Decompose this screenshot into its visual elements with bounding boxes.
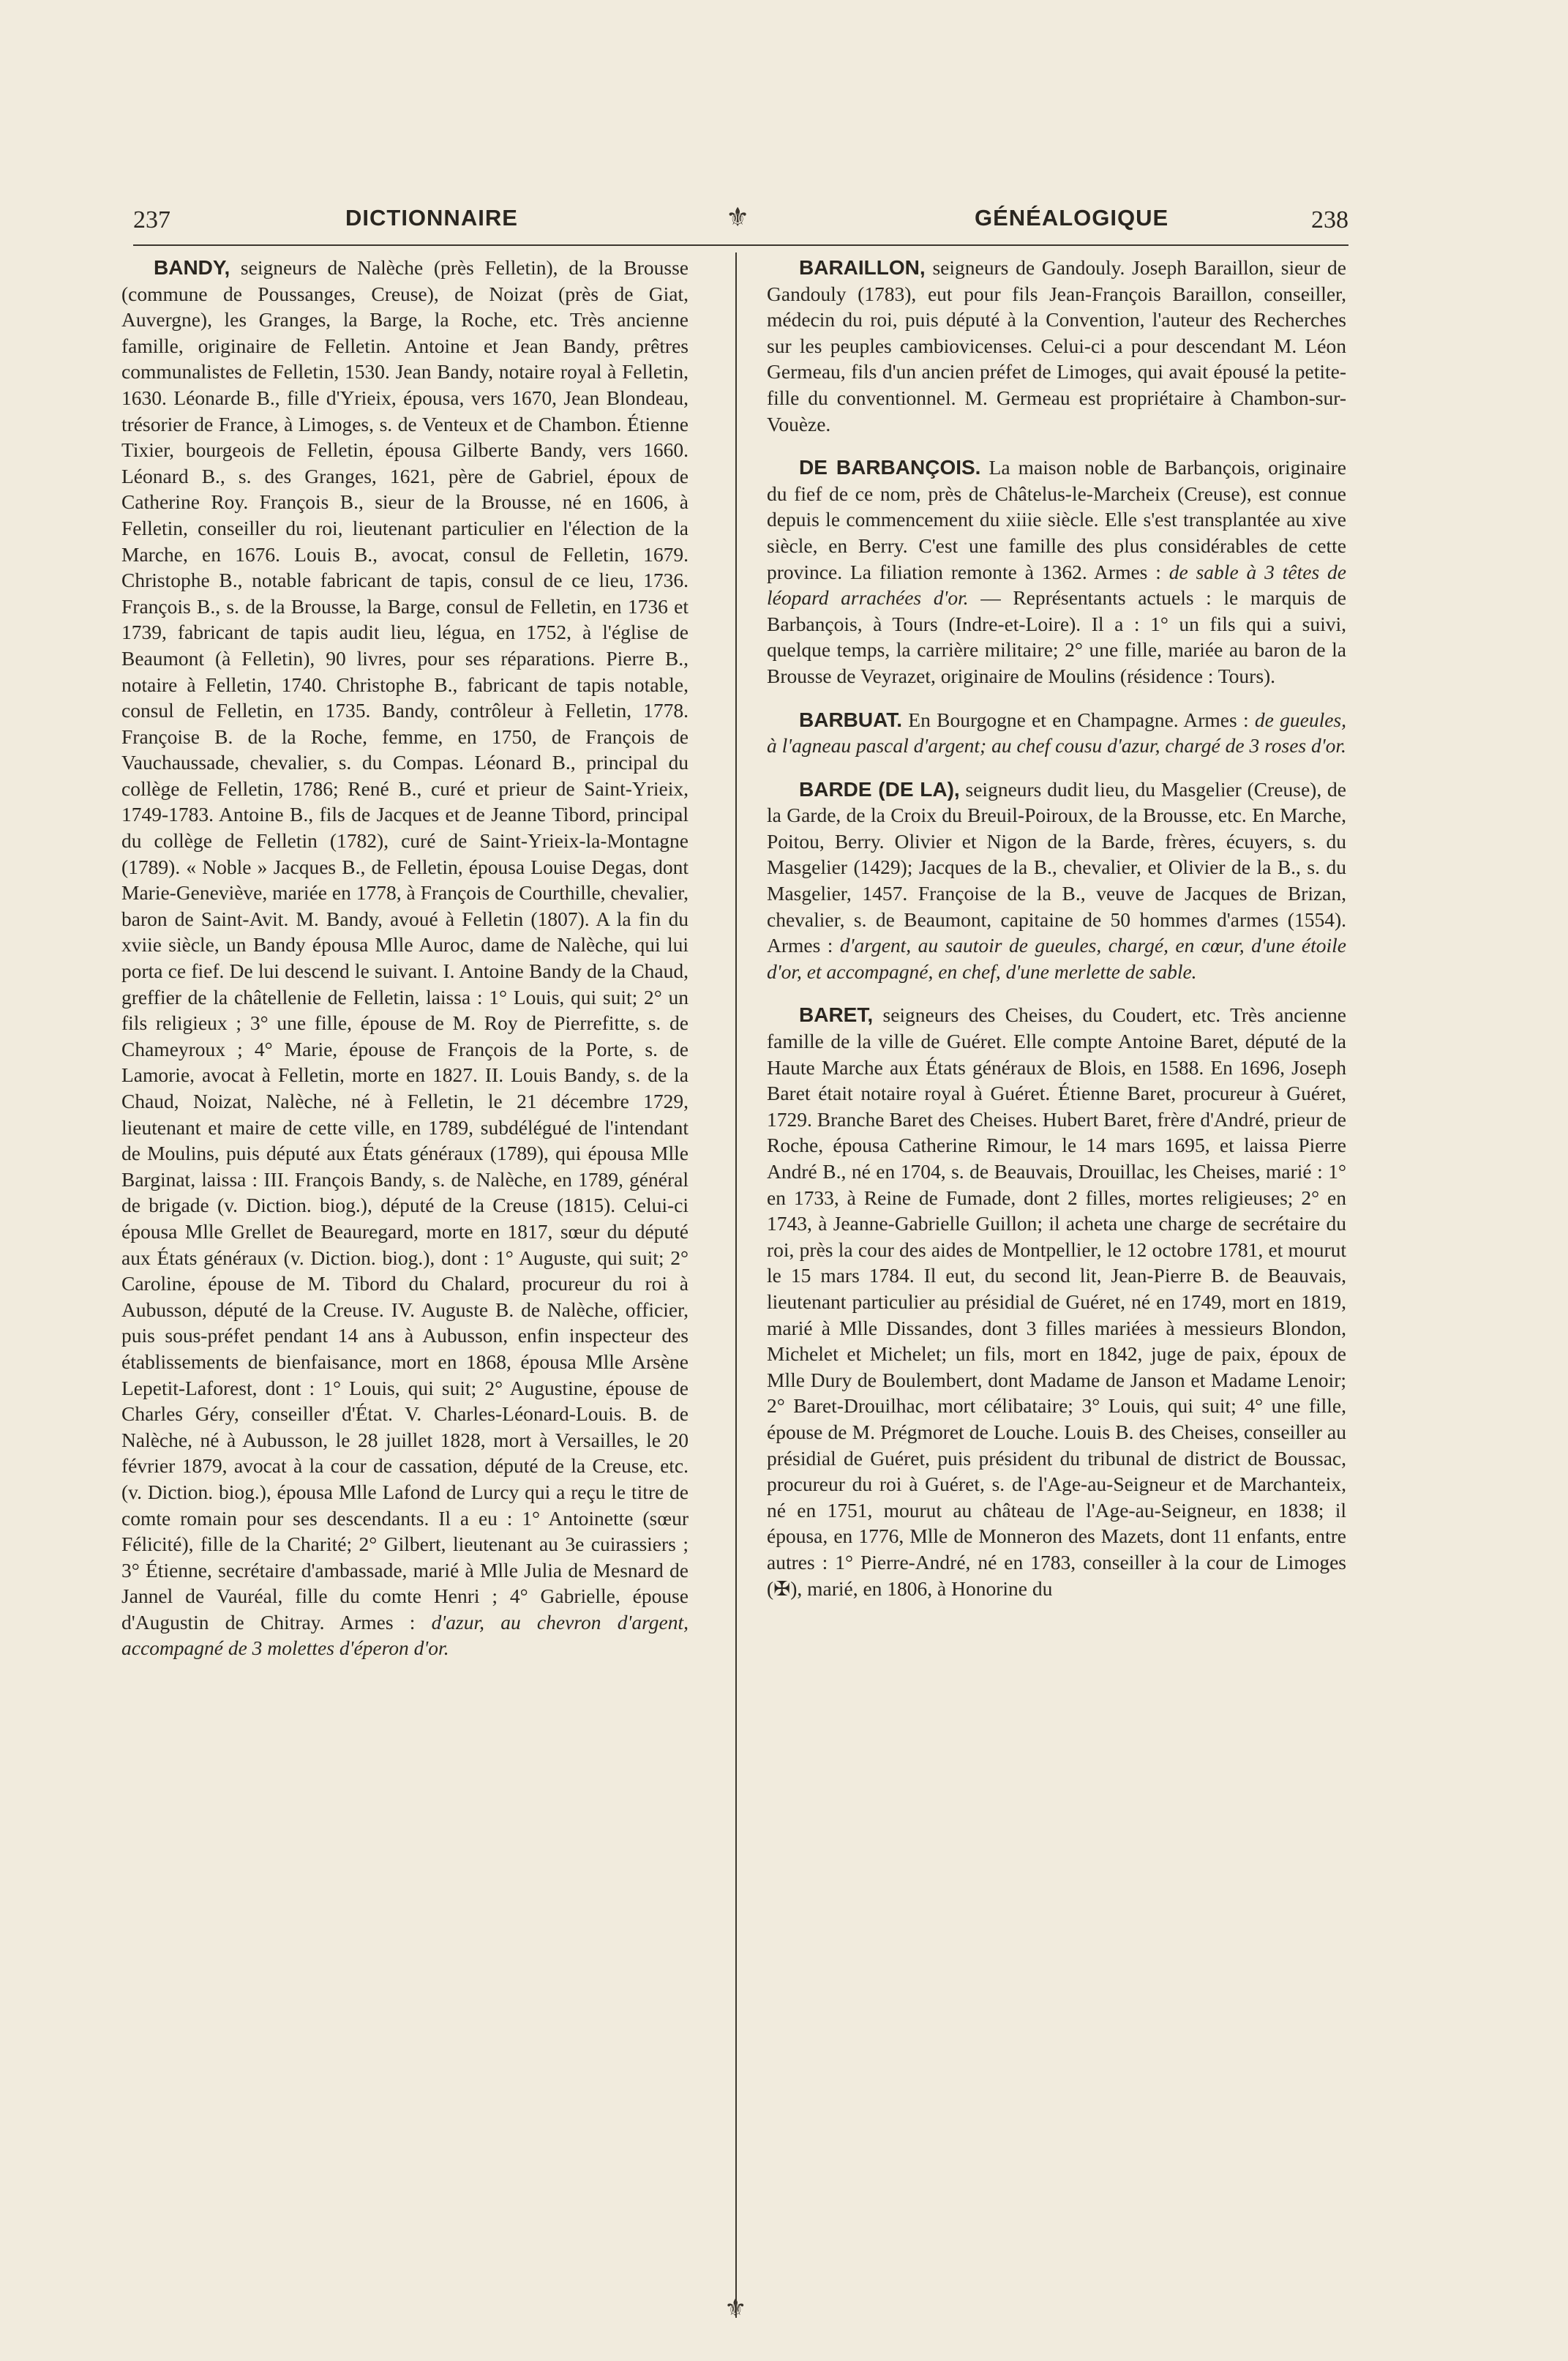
entry-text: seigneurs dudit lieu, du Masgelier (Creuse), de la Garde, de la Croix du Breuil-Poiroux, de la Brousse, etc. En Marche, Poitou, Berry. Olivier et Nigon de la Barde, frères, écuyers, s. du Masgelier (1429); Jacques de la B., chevalier, et Olivier de la B., s. du Masgelier, 1457. Françoise de la B., veuve de Jacques de Brizan, chevalier, s. de Beaumont, capitaine de 50 hommes d'armes (1554). Armes :	[767, 777, 1346, 957]
entry-bandy	[121, 255, 689, 1661]
right-column	[767, 255, 1346, 2319]
entry-name: BARAILLON,	[799, 256, 926, 279]
entry-name: BARDE (DE LA),	[799, 777, 960, 801]
page-number-right: 238	[1311, 206, 1348, 233]
header-rule	[133, 244, 1348, 246]
entry-barbuat	[767, 707, 1346, 759]
entry-arms: d'azur, au chevron d'argent, accompagné de 3 molettes d'éperon d'or.	[121, 1610, 689, 1660]
entry-text: seigneurs de Nalèche (près Felletin), de la Brousse (commune de Poussanges, Creuse), de Noizat (près de Giat, Auvergne), les Granges, la Barge, la Roche, etc. Très ancienne famille, originaire de Felletin. Antoine et Jean Bandy, prêtres communalistes de Felletin, 1530. Jean Bandy, notaire royal à Felletin, 1630. Léonarde B., fille d'Yrieix, épousa, vers 1670, Jean Blondeau, trésorier de France, à Limoges, s. de Venteux et de Chambon. Étienne Tixier, bourgeois de Felletin, épousa Gilberte Bandy, vers 1660. Léonard B., s. des Granges, 1621, père de Gabriel, époux de Catherine Roy. François B., sieur de la Brousse, né en 1606, à Felletin, conseiller du roi, lieutenant particulier en l'élection de la Marche, en 1676. Louis B., avocat, consul de Felletin, 1679. Christophe B., notable fabricant de tapis, consul de ce lieu, 1736. François B., s. de la Brousse, la Barge, consul de Felletin, en 1736 et 1739, fabricant de tapis audit lieu, légua, en 1752, à l'église de Beaumont (à Felletin), 90 livres, pour ses réparations. Pierre B., notaire à Felletin, 1740. Christophe B., fabricant de tapis notable, consul de Felletin, en 1735. Bandy, contrôleur à Felletin, 1778. Françoise B. de la Roche, femme, en 1750, de François de Vauchaussade, chevalier, s. du Compas. Léonard B., principal du collège de Felletin, 1786; René B., curé et prieur de Saint-Yrieix, 1749-1783. Antoine B., fils de Jacques et de Jeanne Tibord, principal du collège de Felletin (1782), curé de Saint-Yrieix-la-Montagne (1789). « Noble » Jacques B., de Felletin, épousa Louise Degas, dont Marie-Geneviève, mariée en 1778, à François de Courthille, chevalier, baron de Saint-Avit. M. Bandy, avoué à Felletin (1807). A la fin du xviie siècle, un Bandy épousa Mlle Auroc, dame de Nalèche, qui lui porta ce fief. De lui descend le suivant. I. Antoine Bandy de la Chaud, greffier de la châtellenie de Felletin, laissa : 1° Louis, qui suit; 2° un fils religieux ; 3° une fille, épouse de M. Roy de Pierrefitte, s. de Chameyroux ; 4° Marie, épouse de François de la Porte, s. de Lamorie, avocat à Felletin, morte en 1827. II. Louis Bandy, s. de la Chaud, Noizat, Nalèche, né à Felletin, le 21 décembre 1729, lieutenant et maire de cette ville, en 1789, subdélégué de l'intendant de Moulins, puis député aux États généraux (1789), qui épousa Mlle Barginat, laissa : III. François Bandy, s. de Nalèche, en 1789, général de brigade (v. Diction. biog.), député de la Creuse (1815). Celui-ci épousa Mlle Grellet de Beauregard, morte en 1817, sœur du député aux États généraux (v. Diction. biog.), dont : 1° Auguste, qui suit; 2° Caroline, épouse de M. Tibord du Chalard, procureur du roi à Aubusson, député de la Creuse. IV. Auguste B. de Nalèche, officier, puis sous-préfet pendant 14 ans à Aubusson, enfin inspecteur des établissements de bienfaisance, mort en 1868, épousa Mlle Arsène Lepetit-Laforest, dont : 1° Louis, qui suit; 2° Augustine, épouse de Charles Géry, conseiller d'État. V. Charles-Léonard-Louis. B. de Nalèche, né à Aubusson, le 28 juillet 1828, mort à Versailles, le 20 février 1879, avocat à la cour de cassation, député de la Creuse, etc. (v. Diction. biog.), épousa Mlle Lafond de Lurcy qui a reçu le titre de comte romain pour ses descendants. Il a eu : 1° Antoinette (sœur Félicité), fille de la Charité; 2° Gilbert, lieutenant au 3e cuirassiers ; 3° Étienne, secrétaire d'ambassade, marié à Mlle Julia de Mesnard de Jannel de Vauréal, fille du comte Henri ; 4° Gabrielle, épouse d'Augustin de Chitray. Armes :	[121, 256, 689, 1634]
entry-name: BARBUAT.	[799, 708, 903, 731]
left-column	[121, 255, 689, 2319]
fleuron-ornament-icon: ⚜	[724, 2295, 747, 2322]
entry-text: seigneurs de Gandouly. Joseph Baraillon, sieur de Gandouly (1783), eut pour fils Jean-François Baraillon, conseiller, médecin du roi, puis député à la Convention, l'auteur des Recherches sur les peuples cambiovicenses. Celui-ci a pour descendant M. Léon Germeau, fils d'un ancien préfet de Limoges, qui avait épousé la petite-fille du conventionnel. M. Germeau est propriétaire à Chambon-sur-Vouèze.	[767, 256, 1346, 435]
entry-text: La maison noble de Barbançois, originaire du fief de ce nom, près de Châtelus-le-Marcheix (Creuse), est connue depuis le commencement du xiiie siècle. Elle s'est transplantée au xive siècle, en Berry. C'est une famille des plus considérables de cette province. La filiation remonte à 1362. Armes :	[767, 456, 1346, 583]
entry-text: seigneurs des Cheises, du Coudert, etc. Très ancienne famille de la ville de Guéret. Elle compte Antoine Baret, député de la Haute Marche aux États généraux de Blois, en 1588. En 1696, Joseph Baret était notaire royal à Guéret. Étienne Baret, procureur à Guéret, 1729. Branche Baret des Cheises. Hubert Baret, frère d'André, prieur de Roche, épousa Catherine Rimour, le 14 mars 1695, et laissa Pierre André B., né en 1704, s. de Beauvais, Drouillac, les Cheises, marié : 1° en 1733, à Reine de Fumade, dont 2 filles, mortes religieuses; 2° en 1743, à Jeanne-Gabrielle Guillon; il acheta une charge de secrétaire du roi, près la cour des aides de Montpellier, le 12 octobre 1781, et mourut le 15 mars 1784. Il eut, du second lit, Jean-Pierre B. de Beauvais, lieutenant particulier au présidial de Guéret, né en 1749, mort en 1819, marié à Mlle Dissandes, dont 3 filles mariées à messieurs Blondon, Michelet et Michelet; un fils, mort en 1842, juge de paix, époux de Mlle Dury de Boulembert, dont Madame de Janson et Madame Lenoir; 2° Baret-Drouilhac, mort célibataire; 3° Louis, qui suit; 4° une fille, épouse de M. Prégmoret de Louche. Louis B. des Cheises, conseiller au présidial de Guéret, puis président du tribunal de district de Boussac, procureur du roi à Guéret, s. de l'Age-au-Seigneur et de Marchanteix, né en 1751, mourut au château de l'Age-au-Seigneur, en 1838; il épousa, en 1776, Mlle de Monneron des Mazets, dont 11 enfants, entre autres : 1° Pierre-André, né en 1783, conseiller à la cour de Limoges (✠), marié, en 1806, à Honorine du	[767, 1003, 1346, 1600]
entry-text: En Bourgogne et en Champagne. Armes :	[902, 708, 1255, 731]
entry-text-2: — Représentants actuels : le marquis de Barbançois, à Tours (Indre-et-Loire). Il a : 1° un fils qui a suivi, quelque temps, la carrière militaire; 2° une fille, mariée au baron de la Brousse de Veyrazet, originaire de Moulins (résidence : Tours).	[767, 586, 1346, 687]
entry-arms: d'argent, au sautoir de gueules, chargé, en cœur, d'une étoile d'or, et accompagné, en chef, d'une merlette de sable.	[767, 934, 1346, 983]
column-divider	[735, 252, 737, 2318]
entry-baret	[767, 1002, 1346, 1601]
fleuron-ornament-icon: ⚜	[726, 203, 750, 232]
entry-name: BARET,	[799, 1003, 874, 1027]
entry-arms: de gueules, à l'agneau pascal d'argent; au chef cousu d'azur, chargé de 3 roses d'or.	[767, 708, 1346, 757]
entry-barde	[767, 777, 1346, 985]
entry-baraillon	[767, 255, 1346, 437]
entry-barbancois	[767, 454, 1346, 689]
entry-name: DE BARBANÇOIS.	[799, 456, 981, 479]
page-number-left: 237	[133, 206, 170, 233]
running-header	[133, 202, 1348, 246]
entry-name: BANDY,	[154, 256, 230, 279]
header-title-left: DICTIONNAIRE	[345, 205, 518, 231]
header-title-right: GÉNÉALOGIQUE	[975, 205, 1169, 231]
entry-arms: de sable à 3 têtes de léopard arrachées d'or.	[767, 560, 1346, 610]
